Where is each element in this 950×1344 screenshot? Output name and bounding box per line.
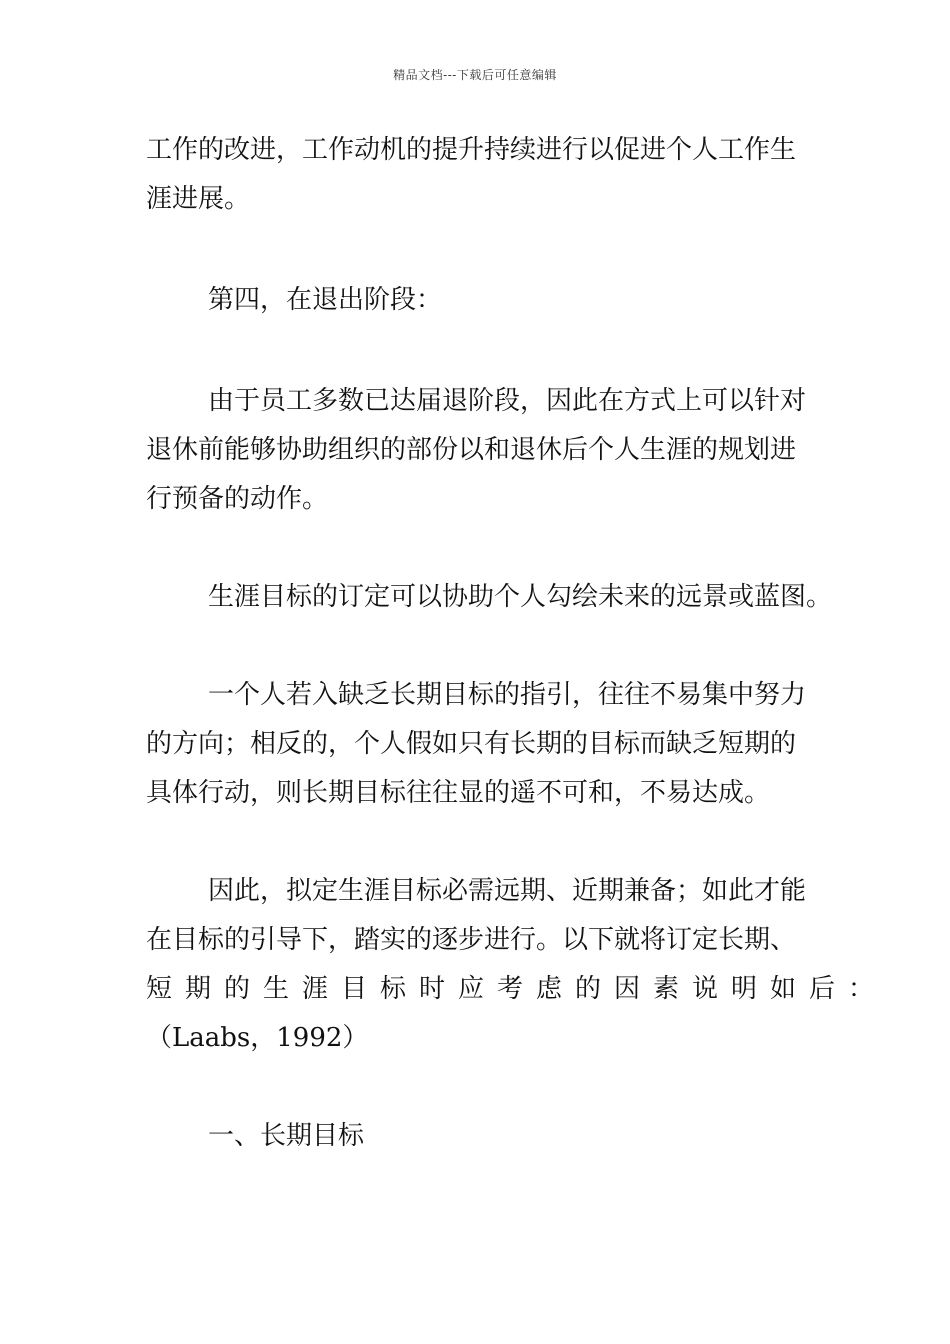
paragraph bbox=[146, 867, 888, 1063]
text-line: 行预备的动作。 bbox=[146, 484, 329, 514]
paragraph bbox=[146, 276, 806, 325]
text-line: 具体行动，则长期目标往往显的遥不可和，不易达成。 bbox=[146, 778, 771, 808]
paragraph bbox=[146, 573, 833, 622]
text-line: 短期的生涯目标时应考虑的因素说明如后： bbox=[146, 974, 888, 1004]
paragraph bbox=[146, 126, 806, 224]
citation: （Laabs，1992） bbox=[146, 1023, 369, 1053]
text-line: 工作的改进，工作动机的提升持续进行以促进个人工作生 bbox=[146, 135, 797, 165]
paragraph bbox=[146, 1112, 806, 1161]
text-line: 退休前能够协助组织的部份以和退休后个人生涯的规划进 bbox=[146, 435, 797, 465]
text-line: 因此，拟定生涯目标必需远期、近期兼备；如此才能 bbox=[208, 876, 807, 906]
text-line: 生涯目标的订定可以协助个人勾绘未来的远景或蓝图。 bbox=[208, 582, 833, 612]
text-line: 涯进展。 bbox=[146, 184, 251, 214]
text-line: 由于员工多数已达届退阶段，因此在方式上可以针对 bbox=[208, 386, 807, 416]
page-header: 精品文档---下载后可任意编辑 bbox=[393, 68, 557, 82]
paragraph bbox=[146, 671, 806, 818]
text-line: 的方向；相反的，个人假如只有长期的目标而缺乏短期的 bbox=[146, 729, 797, 759]
text-line: 一个人若入缺乏长期目标的指引，往往不易集中努力 bbox=[208, 680, 807, 710]
section-heading: 一、长期目标 bbox=[208, 1121, 365, 1151]
document-body bbox=[146, 126, 888, 1161]
paragraph bbox=[146, 377, 806, 524]
text-line: 在目标的引导下，踏实的逐步进行。以下就将订定长期、 bbox=[146, 925, 797, 955]
section-heading: 第四，在退出阶段： bbox=[208, 285, 443, 315]
